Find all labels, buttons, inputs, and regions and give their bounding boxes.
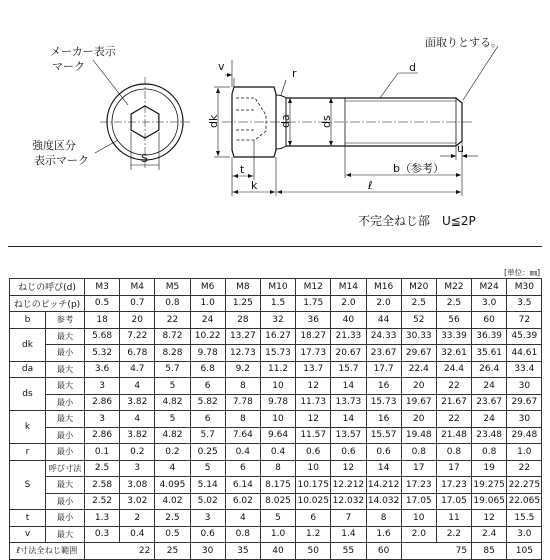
table-cell: 12.73 — [225, 345, 260, 362]
table-cell: 24.4 — [436, 361, 471, 378]
table-cell: 17 — [401, 460, 436, 477]
table-cell: 40 — [331, 312, 366, 329]
table-cell: 44 — [366, 312, 401, 329]
table-cell: 45.39 — [507, 328, 542, 345]
t-label: t — [240, 163, 245, 176]
table-cell: 0.6 — [331, 444, 366, 461]
maker-mark-label-line1: メーカー表示 — [50, 45, 116, 58]
table-cell: 17.73 — [296, 345, 331, 362]
pitch-cell: 0.7 — [120, 295, 155, 312]
table-cell: 16.27 — [260, 328, 295, 345]
table-cell: 2.5 — [155, 510, 190, 527]
table-cell: 29.48 — [507, 427, 542, 444]
table-cell: 1.0 — [260, 526, 295, 543]
table-cell: 2.5 — [85, 460, 120, 477]
thread-range-cell: 30 — [190, 543, 225, 560]
table-row — [10, 526, 542, 543]
table-cell: 22 — [436, 378, 471, 395]
table-cell: 5.14 — [190, 477, 225, 494]
pitch-row — [10, 295, 542, 312]
size-header: M30 — [507, 279, 542, 296]
table-cell: 17.05 — [401, 493, 436, 510]
table-cell: 8 — [225, 378, 260, 395]
table-cell: 24 — [472, 378, 507, 395]
table-cell: 0.8 — [225, 526, 260, 543]
size-header: M14 — [331, 279, 366, 296]
row-category: t — [10, 510, 46, 527]
row-subheader: 最小 — [46, 444, 85, 461]
pitch-cell: 1.0 — [190, 295, 225, 312]
table-cell: 36 — [296, 312, 331, 329]
table-cell: 11.2 — [260, 361, 295, 378]
table-cell: 15.73 — [366, 394, 401, 411]
table-cell: 72 — [507, 312, 542, 329]
row-subheader: 最大 — [46, 526, 85, 543]
table-cell: 4 — [120, 411, 155, 428]
header-label: ねじの呼び(d) — [10, 279, 85, 296]
pitch-cell: 2.0 — [366, 295, 401, 312]
row-subheader: 最大 — [46, 477, 85, 494]
thread-range-cell: 35 — [225, 543, 260, 560]
table-cell: 32 — [260, 312, 295, 329]
table-cell: 23.48 — [472, 427, 507, 444]
k-label: k — [251, 179, 258, 192]
table-cell: 11.57 — [296, 427, 331, 444]
row-subheader: 呼び寸法 — [46, 460, 85, 477]
u-label: u — [457, 142, 464, 155]
table-cell: 4.7 — [120, 361, 155, 378]
table-cell: 0.8 — [436, 444, 471, 461]
table-cell: 3 — [85, 411, 120, 428]
table-cell: 23.67 — [366, 345, 401, 362]
table-cell: 22 — [436, 411, 471, 428]
table-cell: 4 — [225, 510, 260, 527]
table-cell: 15.73 — [260, 345, 295, 362]
table-cell: 0.8 — [401, 444, 436, 461]
table-row — [10, 460, 542, 477]
table-cell: 2 — [120, 510, 155, 527]
table-cell: 13.73 — [331, 394, 366, 411]
row-subheader: 最小 — [46, 345, 85, 362]
table-cell: 1.0 — [507, 444, 542, 461]
size-header: M6 — [190, 279, 225, 296]
table-row — [10, 444, 542, 461]
table-cell: 8 — [260, 460, 295, 477]
table-row — [10, 477, 542, 494]
size-header: M10 — [260, 279, 295, 296]
table-cell: 12 — [296, 378, 331, 395]
table-cell: 3.82 — [120, 394, 155, 411]
table-cell: 10.175 — [296, 477, 331, 494]
table-cell: 11.73 — [296, 394, 331, 411]
pitch-cell: 0.5 — [85, 295, 120, 312]
ds-label: ds — [320, 115, 333, 128]
dimension-table — [9, 278, 542, 560]
table-cell: 2.58 — [85, 477, 120, 494]
table-cell: 10 — [260, 378, 295, 395]
size-header: M22 — [436, 279, 471, 296]
table-cell: 3 — [190, 510, 225, 527]
table-cell: 35.61 — [472, 345, 507, 362]
table-cell: 0.6 — [366, 444, 401, 461]
dimension-labels — [207, 36, 502, 228]
pitch-cell: 2.5 — [401, 295, 436, 312]
table-cell: 6.14 — [225, 477, 260, 494]
table-cell: 13.57 — [331, 427, 366, 444]
table-cell: 5 — [155, 411, 190, 428]
table-row — [10, 394, 542, 411]
table-cell: 0.5 — [155, 526, 190, 543]
size-header: M12 — [296, 279, 331, 296]
table-cell: 8.72 — [155, 328, 190, 345]
thread-range-cell: 85 — [472, 543, 507, 560]
dk-label: dk — [207, 114, 220, 128]
section-divider — [8, 246, 542, 247]
table-cell: 20.67 — [331, 345, 366, 362]
table-cell: 26.4 — [472, 361, 507, 378]
thread-range-cell: 50 — [296, 543, 331, 560]
table-cell: 19.67 — [401, 394, 436, 411]
table-row — [10, 493, 542, 510]
table-cell: 6 — [296, 510, 331, 527]
table-cell: 0.3 — [85, 526, 120, 543]
v-label: v — [218, 60, 225, 73]
table-cell: 0.6 — [296, 444, 331, 461]
table-cell: 0.25 — [190, 444, 225, 461]
table-cell: 11 — [436, 510, 471, 527]
table-header-row — [10, 279, 542, 296]
pitch-cell: 1.25 — [225, 295, 260, 312]
table-cell: 23.67 — [472, 394, 507, 411]
table-cell: 10 — [296, 460, 331, 477]
table-cell: 33.39 — [436, 328, 471, 345]
unit-label: [単位：㎜] — [504, 268, 540, 277]
table-row — [10, 411, 542, 428]
table-cell: 8.28 — [155, 345, 190, 362]
table-cell: 24 — [190, 312, 225, 329]
table-cell: 20 — [401, 411, 436, 428]
pitch-cell: 0.8 — [155, 295, 190, 312]
table-cell: 3.82 — [120, 427, 155, 444]
pitch-cell: 2.0 — [331, 295, 366, 312]
table-cell: 22.065 — [507, 493, 542, 510]
table-cell: 16 — [366, 411, 401, 428]
table-row — [10, 328, 542, 345]
table-cell: 28 — [225, 312, 260, 329]
table-cell: 5 — [155, 378, 190, 395]
table-cell: 30 — [507, 411, 542, 428]
table-cell: 19 — [472, 460, 507, 477]
table-cell: 6.8 — [190, 361, 225, 378]
table-cell: 10.22 — [190, 328, 225, 345]
s-label: S — [141, 152, 148, 165]
row-subheader: 参考 — [46, 312, 85, 329]
strength-mark-label — [32, 138, 89, 167]
table-cell: 3 — [120, 460, 155, 477]
table-cell: 5 — [260, 510, 295, 527]
table-cell: 30.33 — [401, 328, 436, 345]
table-cell: 24.33 — [366, 328, 401, 345]
row-subheader: 最大 — [46, 361, 85, 378]
thread-range-label: ℓ寸法全ねじ範囲 — [10, 543, 85, 560]
strength-mark-label-line1: 強度区分 — [32, 139, 76, 152]
table-cell: 33.4 — [507, 361, 542, 378]
table-cell: 4.82 — [155, 427, 190, 444]
table-cell: 14 — [331, 378, 366, 395]
table-cell: 14.032 — [366, 493, 401, 510]
row-subheader: 最小 — [46, 493, 85, 510]
table-row — [10, 312, 542, 329]
chamfer-label: 面取りとする。 — [425, 36, 502, 49]
table-cell: 17.23 — [436, 477, 471, 494]
thread-range-cell: 75 — [401, 543, 471, 560]
table-cell: 20 — [401, 378, 436, 395]
table-cell: 22 — [507, 460, 542, 477]
table-cell: 4 — [120, 378, 155, 395]
bolt-drawing — [0, 0, 550, 245]
table-cell: 2.4 — [472, 526, 507, 543]
table-cell: 0.4 — [120, 526, 155, 543]
table-cell: 0.2 — [120, 444, 155, 461]
table-cell: 5.02 — [190, 493, 225, 510]
table-cell: 4.095 — [155, 477, 190, 494]
table-cell: 3 — [85, 378, 120, 395]
table-cell: 13.7 — [296, 361, 331, 378]
thread-range-cell: 55 — [331, 543, 366, 560]
table-cell: 6 — [190, 378, 225, 395]
table-cell: 12.032 — [331, 493, 366, 510]
table-cell: 10 — [401, 510, 436, 527]
maker-mark-label-line2: マーク — [52, 60, 85, 73]
table-cell: 60 — [472, 312, 507, 329]
row-category: S — [10, 460, 46, 510]
table-cell: 5.32 — [85, 345, 120, 362]
table-cell: 0.4 — [225, 444, 260, 461]
table-cell: 12 — [331, 460, 366, 477]
table-cell: 17.7 — [366, 361, 401, 378]
row-category: b — [10, 312, 46, 329]
table-row — [10, 427, 542, 444]
table-cell: 10 — [260, 411, 295, 428]
table-cell: 14.212 — [366, 477, 401, 494]
table-cell: 0.4 — [260, 444, 295, 461]
row-subheader: 最小 — [46, 394, 85, 411]
table-cell: 4.82 — [155, 394, 190, 411]
table-cell: 15.7 — [331, 361, 366, 378]
table-cell: 36.39 — [472, 328, 507, 345]
table-cell: 1.4 — [331, 526, 366, 543]
row-category: r — [10, 444, 46, 461]
thread-range-row — [10, 543, 542, 560]
table-cell: 19.065 — [472, 493, 507, 510]
table-cell: 5 — [190, 460, 225, 477]
thread-range-cell: 40 — [260, 543, 295, 560]
table-cell: 4 — [155, 460, 190, 477]
pitch-cell: 3.5 — [507, 295, 542, 312]
table-cell: 30 — [507, 378, 542, 395]
table-cell: 7.22 — [120, 328, 155, 345]
table-cell: 2.86 — [85, 427, 120, 444]
table-cell: 6.02 — [225, 493, 260, 510]
table-cell: 4.02 — [155, 493, 190, 510]
row-category: k — [10, 411, 46, 444]
table-cell: 52 — [401, 312, 436, 329]
table-cell: 0.8 — [472, 444, 507, 461]
table-cell: 10.025 — [296, 493, 331, 510]
table-cell: 8.025 — [260, 493, 295, 510]
table-row — [10, 378, 542, 395]
size-header: M20 — [401, 279, 436, 296]
table-cell: 17 — [436, 460, 471, 477]
table-cell: 29.67 — [507, 394, 542, 411]
table-cell: 3.0 — [507, 526, 542, 543]
row-subheader: 最大 — [46, 328, 85, 345]
thread-range-cell: 25 — [155, 543, 190, 560]
table-cell: 3.6 — [85, 361, 120, 378]
table-cell: 6 — [225, 460, 260, 477]
table-cell: 18.27 — [296, 328, 331, 345]
size-header: M8 — [225, 279, 260, 296]
maker-mark-label — [50, 44, 117, 73]
table-cell: 9.78 — [190, 345, 225, 362]
row-subheader: 最小 — [46, 510, 85, 527]
b-label: b（参考） — [393, 162, 444, 175]
table-cell: 22.275 — [507, 477, 542, 494]
table-cell: 12.212 — [331, 477, 366, 494]
pitch-label: ねじのピッチ(p) — [10, 295, 85, 312]
table-cell: 15.57 — [366, 427, 401, 444]
pitch-cell: 2.5 — [436, 295, 471, 312]
table-cell: 21.33 — [331, 328, 366, 345]
table-cell: 9.78 — [260, 394, 295, 411]
table-cell: 1.2 — [296, 526, 331, 543]
size-header: M3 — [85, 279, 120, 296]
table-cell: 8 — [225, 411, 260, 428]
thread-range-cell: 22 — [85, 543, 155, 560]
table-row — [10, 510, 542, 527]
table-cell: 22.4 — [401, 361, 436, 378]
pitch-cell: 3.0 — [472, 295, 507, 312]
row-category: ds — [10, 378, 46, 411]
table-cell: 12 — [472, 510, 507, 527]
table-cell: 8.175 — [260, 477, 295, 494]
table-cell: 21.67 — [436, 394, 471, 411]
strength-mark-label-line2: 表示マーク — [34, 154, 89, 167]
table-cell: 2.52 — [85, 493, 120, 510]
incomplete-thread-note: 不完全ねじ部 U≦2P — [358, 214, 476, 228]
table-cell: 22 — [155, 312, 190, 329]
size-header: M5 — [155, 279, 190, 296]
table-cell: 32.61 — [436, 345, 471, 362]
table-cell: 3.02 — [120, 493, 155, 510]
l-label: ℓ — [368, 179, 373, 192]
table-cell: 9.64 — [260, 427, 295, 444]
da-label: da — [279, 114, 292, 128]
table-cell: 24 — [472, 411, 507, 428]
table-cell: 1.6 — [366, 526, 401, 543]
table-cell: 5.82 — [190, 394, 225, 411]
table-cell: 0.1 — [85, 444, 120, 461]
table-cell: 29.67 — [401, 345, 436, 362]
r-label: r — [292, 67, 297, 80]
row-subheader: 最小 — [46, 427, 85, 444]
table-cell: 56 — [436, 312, 471, 329]
row-subheader: 最大 — [46, 378, 85, 395]
thread-range-cell: 105 — [507, 543, 542, 560]
table-cell: 17.23 — [401, 477, 436, 494]
table-cell: 12 — [296, 411, 331, 428]
table-cell: 18 — [85, 312, 120, 329]
size-header: M24 — [472, 279, 507, 296]
table-cell: 19.48 — [401, 427, 436, 444]
table-cell: 7.64 — [225, 427, 260, 444]
table-cell: 21.48 — [436, 427, 471, 444]
row-category: da — [10, 361, 46, 378]
table-cell: 9.2 — [225, 361, 260, 378]
pitch-cell: 1.75 — [296, 295, 331, 312]
table-row — [10, 361, 542, 378]
size-header: M16 — [366, 279, 401, 296]
table-cell: 15.5 — [507, 510, 542, 527]
table-cell: 7 — [331, 510, 366, 527]
table-cell: 3.08 — [120, 477, 155, 494]
table-cell: 2.86 — [85, 394, 120, 411]
table-cell: 0.6 — [190, 526, 225, 543]
table-cell: 44.61 — [507, 345, 542, 362]
table-cell: 8 — [366, 510, 401, 527]
table-cell: 5.68 — [85, 328, 120, 345]
table-row — [10, 345, 542, 362]
table-cell: 13.27 — [225, 328, 260, 345]
thread-range-cell: 60 — [366, 543, 401, 560]
dimension-lines — [214, 46, 498, 196]
table-cell: 6 — [190, 411, 225, 428]
d-label: d — [409, 61, 416, 74]
table-cell: 1.3 — [85, 510, 120, 527]
table-cell: 6.78 — [120, 345, 155, 362]
table-cell: 0.2 — [155, 444, 190, 461]
table-cell: 19.275 — [472, 477, 507, 494]
table-cell: 14 — [331, 411, 366, 428]
table-cell: 2.0 — [401, 526, 436, 543]
table-cell: 17.05 — [436, 493, 471, 510]
table-cell: 16 — [366, 378, 401, 395]
pitch-cell: 1.5 — [260, 295, 295, 312]
table-cell: 14 — [366, 460, 401, 477]
table-cell: 5.7 — [190, 427, 225, 444]
table-cell: 20 — [120, 312, 155, 329]
table-cell: 7.78 — [225, 394, 260, 411]
table-cell: 5.7 — [155, 361, 190, 378]
size-header: M4 — [120, 279, 155, 296]
row-category: dk — [10, 328, 46, 361]
table-cell: 2.2 — [436, 526, 471, 543]
row-category: v — [10, 526, 46, 543]
row-subheader: 最大 — [46, 411, 85, 428]
